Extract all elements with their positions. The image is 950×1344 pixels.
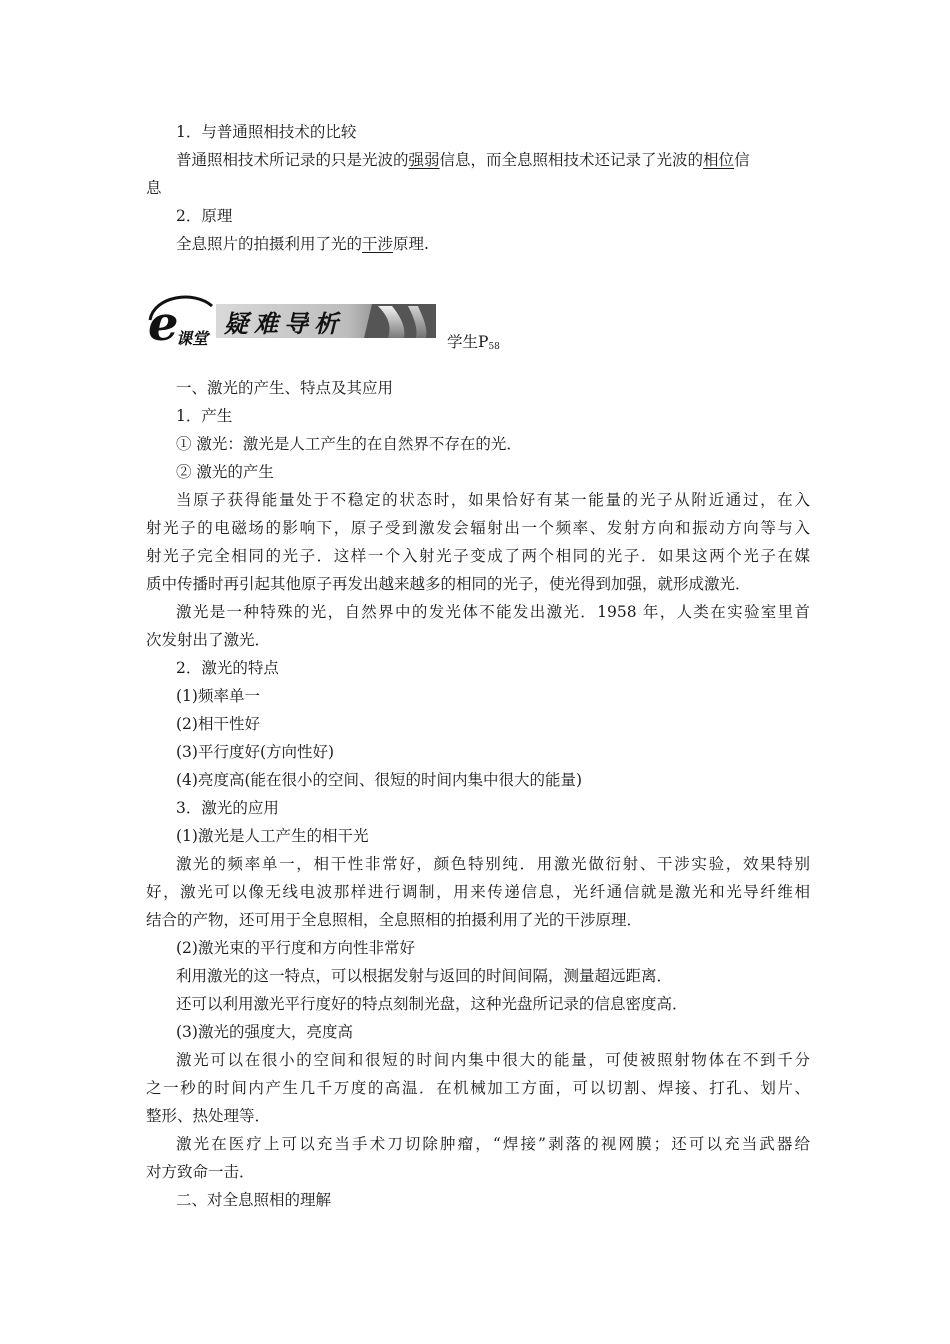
paragraph-comparison: 普通照相技术所记录的只是光波的强弱信息，而全息照相技术还记录了光波的相位信 <box>176 151 750 169</box>
feature-item: (2)相干性好 <box>176 715 260 733</box>
banner-small-label: 课堂 <box>176 329 209 348</box>
application-item: (3)激光的强度大，亮度高 <box>176 1023 353 1041</box>
circled-item-2: ② 激光的产生 <box>176 463 274 481</box>
section-banner <box>142 290 442 352</box>
paragraph-line: 激光的频率单一，相干性非常好，颜色特别纯．用激光做衍射、干涉实验，效果特别 <box>176 855 810 873</box>
application-item: (2)激光束的平行度和方向性非常好 <box>176 939 415 957</box>
section-heading-2: 二、对全息照相的理解 <box>176 1191 332 1209</box>
application-item: (1)激光是人工产生的相干光 <box>176 827 369 845</box>
paragraph-line: 当原子获得能量处于不稳定的状态时，如果恰好有某一能量的光子从附近通过，在入 <box>176 491 810 509</box>
paragraph-line: 射光子完全相同的光子．这样一个入射光子变成了两个相同的光子．如果这两个光子在媒 <box>146 547 810 565</box>
subheading-applications: 3．激光的应用 <box>176 799 279 817</box>
banner-letter: e <box>148 296 179 352</box>
heading-comparison: 1．与普通照相技术的比较 <box>176 123 357 141</box>
paragraph-comparison-cont: 息 <box>146 179 162 197</box>
paragraph-principle: 全息照片的拍摄利用了光的干涉原理. <box>176 235 429 253</box>
paragraph-line: 对方致命一击． <box>146 1163 255 1181</box>
underlined-term: 干涉 <box>362 235 394 253</box>
circled-item-1: ① 激光：激光是人工产生的在自然界不存在的光． <box>176 435 522 453</box>
banner-title: 疑难导析 <box>224 309 344 338</box>
subheading-features: 2．激光的特点 <box>176 659 279 677</box>
paragraph-line: 之一秒的时间内产生几千万度的高温．在机械加工方面，可以切割、焊接、打孔、划片、 <box>146 1079 810 1097</box>
heading-principle: 2．原理 <box>176 207 233 225</box>
paragraph-line: 好，激光可以像无线电波那样进行调制，用来传递信息，光纤通信就是激光和光导纤维相 <box>146 883 810 901</box>
paragraph-line: 激光是一种特殊的光，自然界中的发光体不能发出激光．1958 年，人类在实验室里首 <box>176 603 810 621</box>
subheading-generation: 1．产生 <box>176 407 233 425</box>
paragraph-line: 整形、热处理等． <box>146 1107 271 1125</box>
underlined-term: 强弱 <box>408 151 440 169</box>
paragraph-line: 结合的产物，还可用于全息照相，全息照相的拍摄利用了光的干涉原理． <box>146 911 643 929</box>
paragraph-line: 次发射出了激光． <box>146 631 271 649</box>
paragraph-line: 激光可以在很小的空间和很短的时间内集中很大的能量，可使被照射物体在不到千分 <box>176 1051 810 1069</box>
feature-item: (1)频率单一 <box>176 687 260 705</box>
paragraph-line: 激光在医疗上可以充当手术刀切除肿瘤，“焊接”剥落的视网膜；还可以充当武器给 <box>176 1135 810 1153</box>
paragraph-line: 利用激光的这一特点，可以根据发射与返回的时间间隔，测量超远距离． <box>176 967 673 985</box>
section-heading-1: 一、激光的产生、特点及其应用 <box>176 379 394 397</box>
underlined-term: 相位 <box>703 151 735 169</box>
paragraph-line: 射光子的电磁场的影响下，原子受到激发会辐射出一个频率、发射方向和振动方向等与入 <box>146 519 810 537</box>
feature-item: (3)平行度好(方向性好) <box>176 743 335 761</box>
paragraph-line: 质中传播时再引起其他原子再发出越来越多的相同的光子，使光得到加强，就形成激光． <box>146 575 751 593</box>
student-page-ref: 学生$P_{58}$ <box>447 333 500 352</box>
feature-item: (4)亮度高(能在很小的空间、很短的时间内集中很大的能量) <box>176 771 583 789</box>
paragraph-line: 还可以利用激光平行度好的特点刻制光盘，这种光盘所记录的信息密度高． <box>176 995 688 1013</box>
